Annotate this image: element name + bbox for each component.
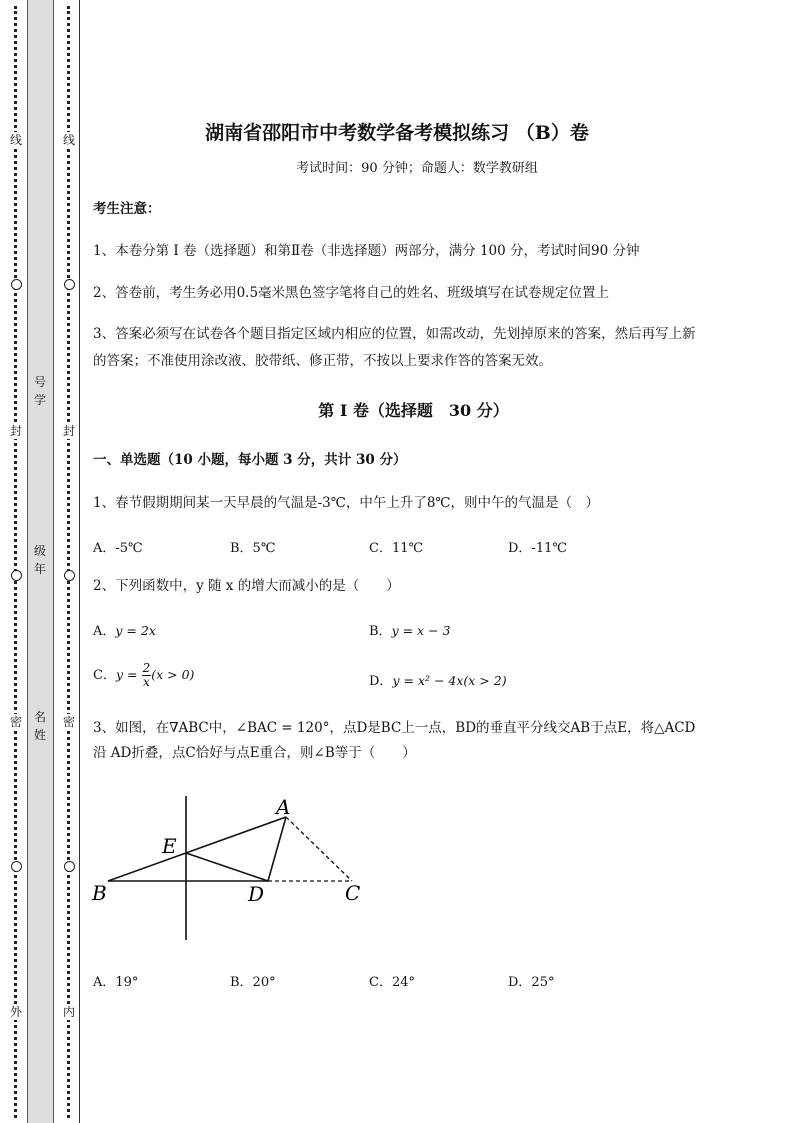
margin-label: 封 <box>9 424 22 438</box>
margin-label: 密 <box>62 715 75 729</box>
segment-ba <box>108 817 286 881</box>
circle-mark <box>64 861 75 872</box>
segment-ed <box>186 853 268 881</box>
option-letter: A． <box>93 624 116 639</box>
point-label-a: A <box>276 795 291 819</box>
q2-option-a[interactable] <box>93 620 156 639</box>
margin-label: 封 <box>62 424 75 438</box>
margin-label: 密 <box>9 715 22 729</box>
question-3-text-cont: 沿 AD折叠，点C恰好与点E重合，则∠B等于（ ） <box>93 745 416 761</box>
q2-option-c[interactable] <box>93 662 194 689</box>
fraction-numerator: 2 <box>142 661 151 675</box>
q2-c-lhs: y = <box>115 667 138 682</box>
segment-ac <box>286 817 352 881</box>
circle-mark <box>11 570 22 581</box>
question-3-text: 3、如图，在∇ABC中，∠BAC = 120°，点D是BC上一点，BD的垂直平分线交AB于点E，将△ACD <box>93 720 696 736</box>
point-label-c: C <box>345 881 361 905</box>
q3-option-b[interactable]: B．20° <box>230 975 276 990</box>
student-id-field-label: 号 学 <box>33 375 46 407</box>
q2-a-expression: y = 2x <box>115 623 156 638</box>
q1-option-d[interactable]: D．-11℃ <box>508 541 567 556</box>
question-2-text: 2、下列函数中，y 随 x 的增大而减小的是（ ） <box>93 578 400 594</box>
geometry-figure <box>90 790 380 950</box>
section-title: 第 I 卷（选择题 30 分） <box>318 401 509 420</box>
part-heading: 一、单选题（10 小题，每小题 3 分，共计 30 分） <box>93 452 407 468</box>
margin-label: 线 <box>9 133 22 147</box>
q1-option-c[interactable]: C．11℃ <box>369 541 424 556</box>
circle-mark <box>11 279 22 290</box>
notice-item: 3、答案必须写在试卷各个题目指定区域内相应的位置，如需改动，先划掉原来的答案，然后再写上新 <box>93 326 696 342</box>
option-letter: D． <box>369 674 393 689</box>
margin-label: 线 <box>62 133 75 147</box>
q2-d-expression: y = x² − 4x(x > 2) <box>392 673 507 688</box>
q2-c-fraction <box>142 662 152 689</box>
point-label-d: D <box>248 882 265 906</box>
option-letter: B． <box>369 624 392 639</box>
q2-b-expression: y = x − 3 <box>391 623 451 638</box>
q3-option-d[interactable]: D．25° <box>508 975 555 990</box>
grade-field-label: 级 年 <box>33 544 46 576</box>
q1-option-a[interactable]: A．-5℃ <box>93 541 143 556</box>
name-field-label: 名 姓 <box>33 710 46 742</box>
point-label-b: B <box>92 881 107 905</box>
notice-item: 的答案；不准使用涂改液、胶带纸、修正带，不按以上要求作答的答案无效。 <box>93 353 552 369</box>
q2-c-domain: (x > 0) <box>151 667 195 682</box>
point-label-e: E <box>162 834 177 858</box>
q1-option-b[interactable]: B．5℃ <box>230 541 276 556</box>
margin-label: 外 <box>9 1005 22 1019</box>
notice-item: 1、本卷分第 I 卷（选择题）和第Ⅱ卷（非选择题）两部分，满分 100 分，考试时间90 分钟 <box>93 243 640 259</box>
page-title: 湖南省邵阳市中考数学备考模拟练习 （B）卷 <box>205 122 589 144</box>
question-1-text: 1、春节假期期间某一天早晨的气温是-3℃，中午上升了8℃，则中午的气温是（ ） <box>93 495 600 511</box>
q3-option-c[interactable]: C．24° <box>369 975 415 990</box>
circle-mark <box>64 279 75 290</box>
notice-item: 2、答卷前，考生务必用0.5毫米黑色签字笔将自己的姓名、班级填写在试卷规定位置上 <box>93 285 610 301</box>
page-subtitle: 考试时间：90 分钟；命题人：数学教研组 <box>296 161 538 176</box>
q2-option-d[interactable] <box>369 670 507 689</box>
q3-option-a[interactable]: A．19° <box>93 975 139 990</box>
circle-mark <box>64 570 75 581</box>
segment-ad <box>268 817 286 881</box>
option-letter: C． <box>93 668 116 683</box>
margin-label: 内 <box>62 1005 75 1019</box>
notice-heading: 考生注意： <box>93 201 161 217</box>
q2-option-b[interactable] <box>369 620 450 639</box>
fraction-denominator: x <box>143 675 150 689</box>
circle-mark <box>11 861 22 872</box>
